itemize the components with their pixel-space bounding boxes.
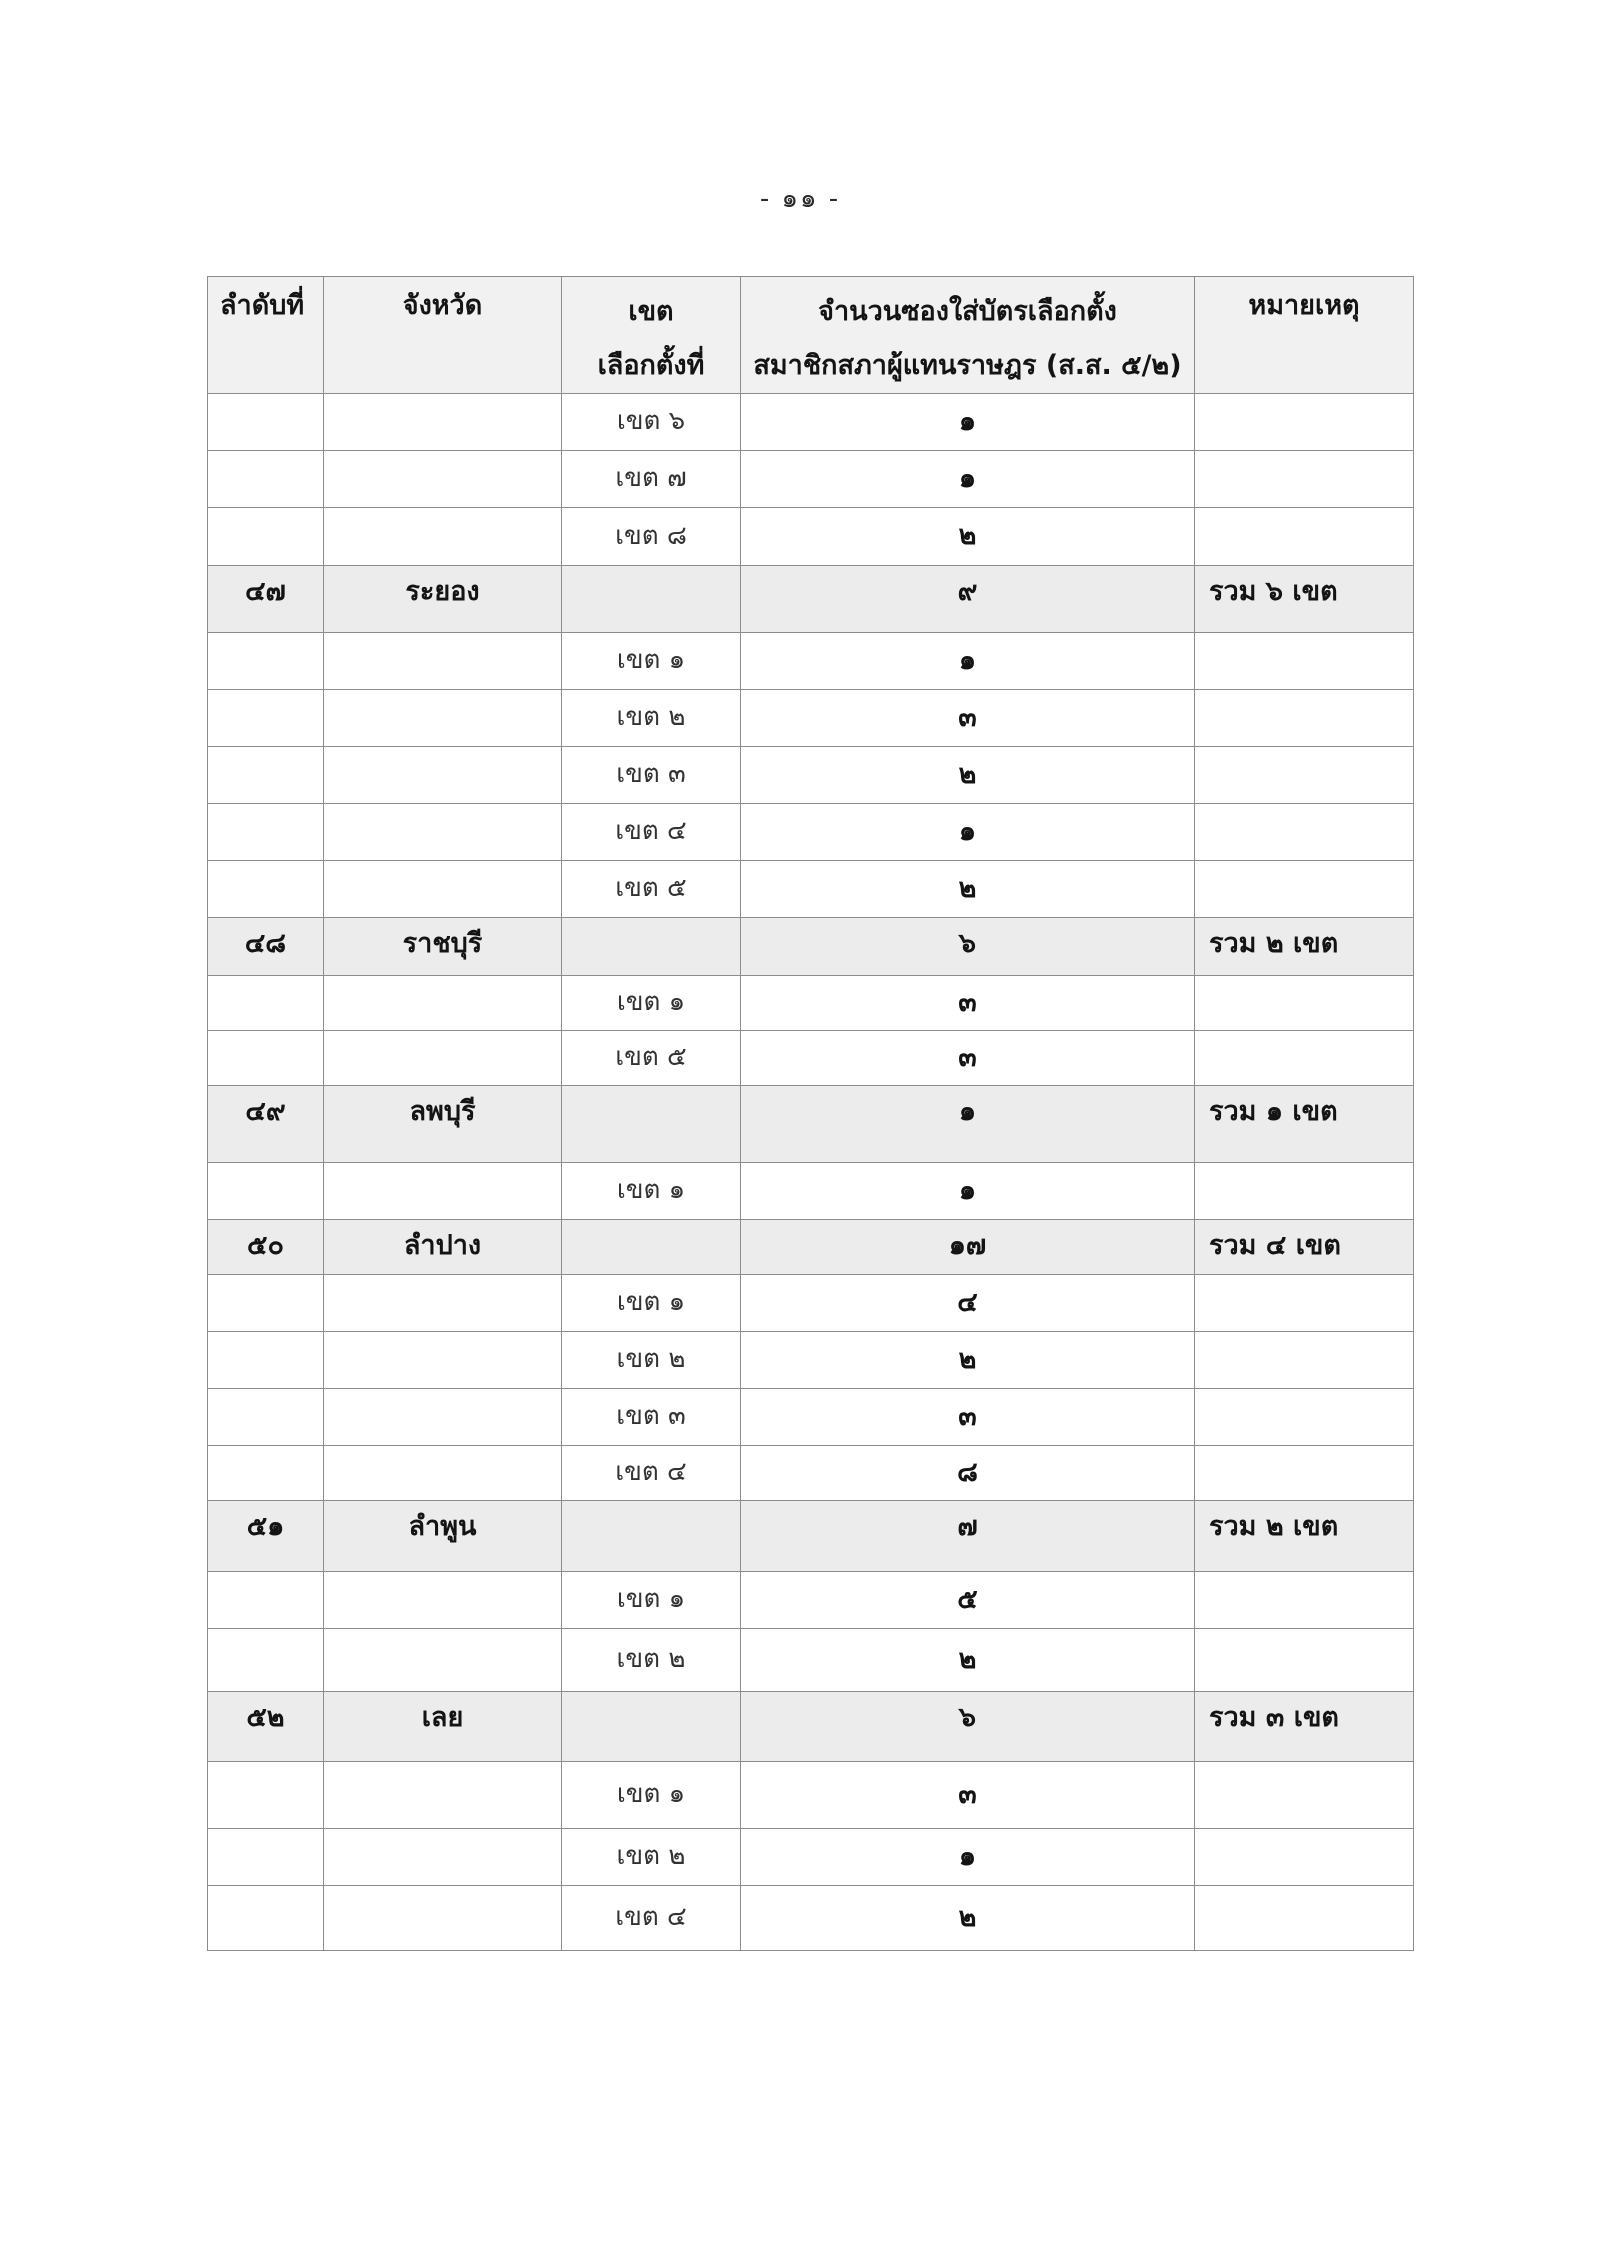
province-cell [324,1886,562,1951]
envelope-count-cell: ๑ [741,1086,1195,1163]
district-cell: เขต ๒ [562,690,741,747]
remarks-cell: รวม ๔ เขต [1195,1220,1414,1275]
district-cell: เขต ๕ [562,1031,741,1086]
remarks-cell [1195,1446,1414,1501]
remarks-cell [1195,690,1414,747]
envelope-count-cell: ๑ [741,1829,1195,1886]
province-cell: ราชบุรี [324,918,562,976]
envelope-count-cell: ๖ [741,918,1195,976]
province-cell [324,1389,562,1446]
header-order: ลำดับที่ [208,277,324,394]
remarks-cell [1195,1163,1414,1220]
order-cell [208,451,324,508]
remarks-cell [1195,1762,1414,1829]
remarks-cell [1195,976,1414,1031]
table-row [208,1886,1414,1951]
envelope-count-cell: ๑ [741,451,1195,508]
province-cell [324,633,562,690]
remarks-cell [1195,1275,1414,1332]
order-cell: ๔๗ [208,566,324,633]
district-cell: เขต ๑ [562,1762,741,1829]
envelope-count-cell: ๑ [741,633,1195,690]
order-cell [208,633,324,690]
district-cell: เขต ๔ [562,1446,741,1501]
header-remarks: หมายเหตุ [1195,277,1414,394]
remarks-cell [1195,1629,1414,1692]
order-cell: ๕๑ [208,1501,324,1572]
order-cell [208,1446,324,1501]
order-cell [208,747,324,804]
district-cell: เขต ๒ [562,1332,741,1389]
district-cell: เขต ๓ [562,1389,741,1446]
table-row [208,1332,1414,1389]
order-cell: ๕๒ [208,1692,324,1762]
remarks-cell [1195,451,1414,508]
district-cell: เขต ๖ [562,394,741,451]
envelope-count-cell: ๓ [741,1031,1195,1086]
table-row [208,508,1414,566]
table-row [208,747,1414,804]
order-cell [208,1275,324,1332]
district-cell: เขต ๔ [562,804,741,861]
remarks-cell [1195,508,1414,566]
province-cell [324,1762,562,1829]
envelope-count-cell: ๙ [741,566,1195,633]
remarks-cell [1195,394,1414,451]
province-cell: ลำปาง [324,1220,562,1275]
remarks-cell: รวม ๑ เขต [1195,1086,1414,1163]
envelope-count-cell: ๒ [741,508,1195,566]
district-cell: เขต ๘ [562,508,741,566]
table-header [208,277,1414,394]
remarks-cell: รวม ๖ เขต [1195,566,1414,633]
header-district [562,277,741,394]
envelope-count-cell: ๓ [741,976,1195,1031]
envelope-count-cell: ๗ [741,1501,1195,1572]
remarks-cell [1195,1389,1414,1446]
table-row [208,1275,1414,1332]
envelope-count-cell: ๒ [741,1886,1195,1951]
envelope-count-cell: ๑๗ [741,1220,1195,1275]
header-row [208,277,1414,394]
table-row [208,690,1414,747]
envelope-count-cell: ๒ [741,1629,1195,1692]
order-cell [208,508,324,566]
province-cell [324,1031,562,1086]
page-number: - ๑๑ - [759,184,841,214]
order-cell [208,861,324,918]
order-cell: ๔๘ [208,918,324,976]
table-row [208,633,1414,690]
district-cell: เขต ๓ [562,747,741,804]
table-row [208,394,1414,451]
province-cell [324,451,562,508]
header-envelopes [741,277,1195,394]
table-row [208,1389,1414,1446]
table-row [208,1572,1414,1629]
province-summary-row [208,1692,1414,1762]
province-cell [324,747,562,804]
district-cell: เขต ๑ [562,976,741,1031]
header-envelopes-line1: จำนวนซองใส่บัตรเลือกตั้ง [818,296,1117,327]
order-cell [208,1762,324,1829]
table-row [208,451,1414,508]
remarks-cell [1195,804,1414,861]
province-cell [324,861,562,918]
district-cell: เขต ๑ [562,633,741,690]
header-envelopes-line2: สมาชิกสภาผู้แทนราษฎร (ส.ส. ๕/๒) [753,350,1182,381]
table-row [208,1829,1414,1886]
province-cell [324,1829,562,1886]
remarks-cell [1195,1332,1414,1389]
table-row [208,1446,1414,1501]
province-summary-row [208,1086,1414,1163]
table-row [208,976,1414,1031]
table-row [208,1629,1414,1692]
district-cell: เขต ๒ [562,1629,741,1692]
order-cell [208,1829,324,1886]
district-cell: เขต ๑ [562,1572,741,1629]
remarks-cell [1195,1031,1414,1086]
district-cell: เขต ๒ [562,1829,741,1886]
order-cell [208,394,324,451]
envelope-count-cell: ๕ [741,1572,1195,1629]
district-cell [562,1501,741,1572]
province-summary-row [208,1220,1414,1275]
table-row [208,861,1414,918]
envelope-count-cell: ๖ [741,1692,1195,1762]
envelope-count-cell: ๑ [741,804,1195,861]
district-cell [562,566,741,633]
envelope-count-cell: ๒ [741,861,1195,918]
table-body [208,394,1414,1951]
district-cell [562,1220,741,1275]
order-cell [208,1629,324,1692]
province-cell [324,1629,562,1692]
envelope-count-cell: ๑ [741,1163,1195,1220]
order-cell: ๕๐ [208,1220,324,1275]
envelope-count-cell: ๒ [741,747,1195,804]
remarks-cell: รวม ๒ เขต [1195,1501,1414,1572]
remarks-cell [1195,1572,1414,1629]
header-district-line2: เลือกตั้งที่ [597,350,705,381]
province-cell [324,1275,562,1332]
remarks-cell [1195,1886,1414,1951]
remarks-cell [1195,633,1414,690]
remarks-cell: รวม ๓ เขต [1195,1692,1414,1762]
province-cell: ลพบุรี [324,1086,562,1163]
table-row [208,1762,1414,1829]
province-cell [324,508,562,566]
province-cell: เลย [324,1692,562,1762]
district-cell: เขต ๔ [562,1886,741,1951]
order-cell [208,1163,324,1220]
order-cell [208,1332,324,1389]
remarks-cell [1195,1829,1414,1886]
envelope-count-cell: ๓ [741,1762,1195,1829]
envelope-count-cell: ๑ [741,394,1195,451]
order-cell: ๔๙ [208,1086,324,1163]
order-cell [208,1572,324,1629]
envelope-count-cell: ๓ [741,1389,1195,1446]
envelope-count-cell: ๔ [741,1275,1195,1332]
header-province: จังหวัด [324,277,562,394]
province-cell [324,1572,562,1629]
order-cell [208,690,324,747]
province-summary-row [208,918,1414,976]
province-cell: ระยอง [324,566,562,633]
province-cell [324,804,562,861]
remarks-cell [1195,747,1414,804]
remarks-cell: รวม ๒ เขต [1195,918,1414,976]
province-cell [324,976,562,1031]
district-cell: เขต ๑ [562,1275,741,1332]
district-cell [562,918,741,976]
table-row [208,804,1414,861]
order-cell [208,1389,324,1446]
province-cell: ลำพูน [324,1501,562,1572]
envelope-count-cell: ๓ [741,690,1195,747]
order-cell [208,804,324,861]
order-cell [208,1886,324,1951]
table-row [208,1163,1414,1220]
district-cell [562,1086,741,1163]
province-cell [324,1446,562,1501]
district-cell: เขต ๗ [562,451,741,508]
envelope-count-cell: ๒ [741,1332,1195,1389]
province-summary-row [208,1501,1414,1572]
province-summary-row [208,566,1414,633]
province-cell [324,1332,562,1389]
order-cell [208,976,324,1031]
ballot-envelope-table [207,276,1414,1951]
district-cell: เขต ๑ [562,1163,741,1220]
remarks-cell [1195,861,1414,918]
order-cell [208,1031,324,1086]
province-cell [324,394,562,451]
district-cell [562,1692,741,1762]
province-cell [324,1163,562,1220]
district-cell: เขต ๕ [562,861,741,918]
envelope-count-cell: ๘ [741,1446,1195,1501]
table-row [208,1031,1414,1086]
header-district-line1: เขต [628,296,674,327]
province-cell [324,690,562,747]
